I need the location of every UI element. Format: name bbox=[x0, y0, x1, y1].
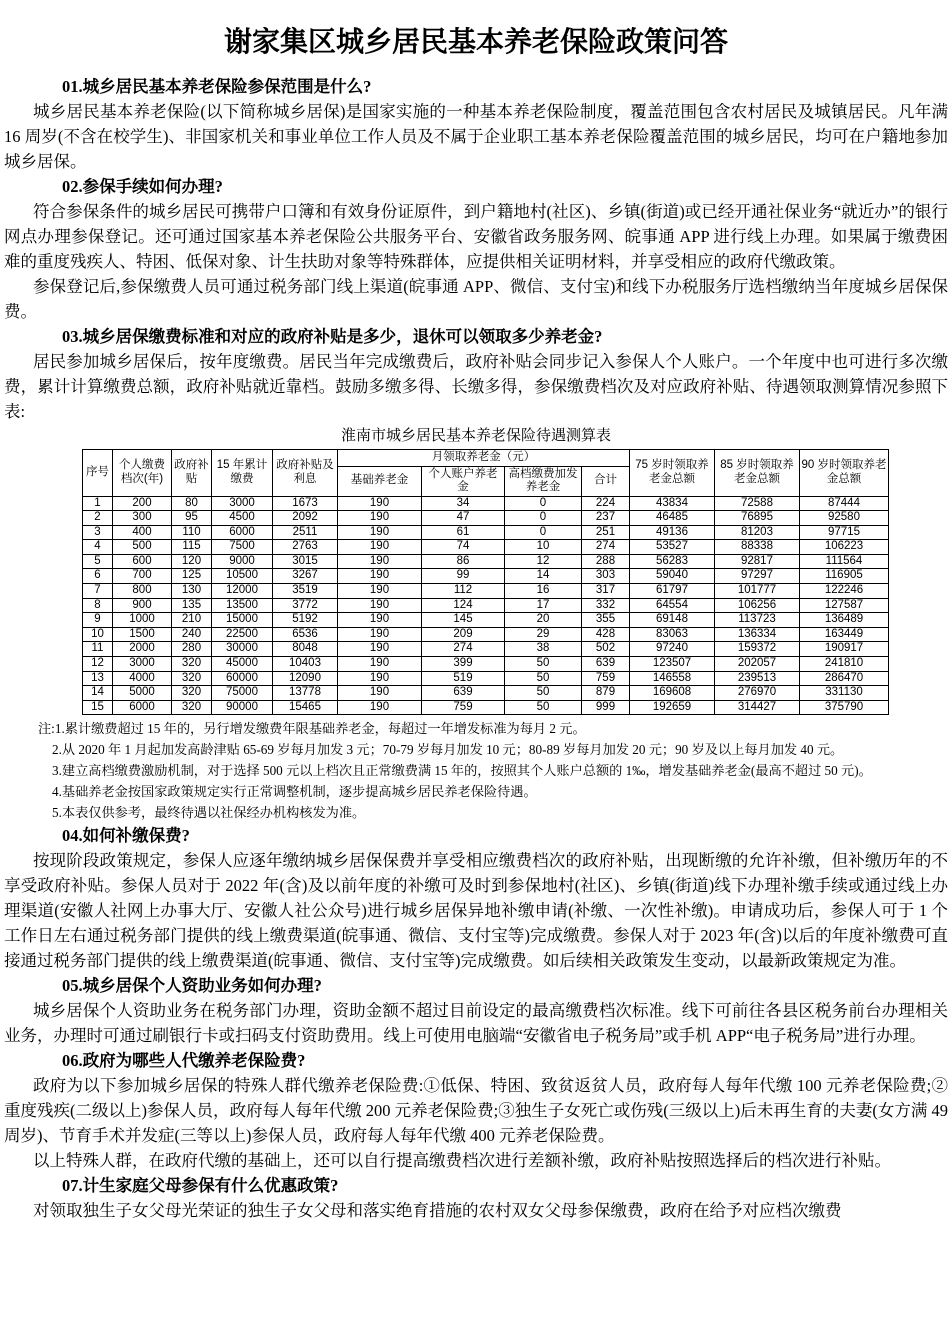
table-cell: 12090 bbox=[273, 671, 338, 686]
table-cell: 130 bbox=[172, 584, 212, 599]
table-row bbox=[83, 554, 889, 569]
header-cell-subsidy: 政府补贴 bbox=[172, 450, 212, 497]
table-cell: 239513 bbox=[715, 671, 800, 686]
table-cell: 13 bbox=[83, 671, 113, 686]
table-row bbox=[83, 540, 889, 555]
table-cell: 320 bbox=[172, 686, 212, 701]
table-cell: 399 bbox=[422, 657, 505, 672]
table-cell: 320 bbox=[172, 657, 212, 672]
table-row bbox=[83, 584, 889, 599]
table-cell: 11 bbox=[83, 642, 113, 657]
answer-paragraph: 参保登记后,参保缴费人员可通过税务部门线上渠道(皖事通 APP、微信、支付宝)和线下办税服务厅选档缴纳当年度城乡居保保费。 bbox=[4, 277, 948, 321]
table-cell: 99 bbox=[422, 569, 505, 584]
answer-paragraph: 城乡居保个人资助业务在税务部门办理，资助金额不超过目前设定的最高缴费档次标准。线下可前往各县区税务前台办理相关业务，办理时可通过刷银行卡或扫码支付资助费用。线上可使用电脑端“安徽省电子税务局”或手机 APP“电子税务局”进行办理。 bbox=[4, 1001, 948, 1046]
table-cell: 202057 bbox=[715, 657, 800, 672]
table-cell: 15 bbox=[83, 700, 113, 715]
header-cell-monthly-group: 月领取养老金（元） bbox=[338, 450, 630, 467]
table-cell: 2511 bbox=[273, 525, 338, 540]
question-heading-02: 02.参保手续如何办理? bbox=[62, 177, 223, 196]
table-cell: 115 bbox=[172, 540, 212, 555]
table-cell: 95 bbox=[172, 511, 212, 526]
table-cell: 16 bbox=[505, 584, 582, 599]
table-cell: 50 bbox=[505, 700, 582, 715]
table-cell: 6000 bbox=[113, 700, 172, 715]
table-cell: 190 bbox=[338, 642, 422, 657]
table-cell: 8048 bbox=[273, 642, 338, 657]
table-cell: 13500 bbox=[212, 598, 273, 613]
table-cell: 190 bbox=[338, 613, 422, 628]
table-cell: 14 bbox=[505, 569, 582, 584]
table-cell: 355 bbox=[582, 613, 630, 628]
table-cell: 43834 bbox=[630, 496, 715, 511]
table-cell: 17 bbox=[505, 598, 582, 613]
table-cell: 190 bbox=[338, 671, 422, 686]
table-note: 4.基础养老金按国家政策规定实行正常调整机制，逐步提高城乡居民养老保险待遇。 bbox=[52, 784, 537, 800]
table-cell: 3267 bbox=[273, 569, 338, 584]
table-cell: 2 bbox=[83, 511, 113, 526]
table-cell: 92817 bbox=[715, 554, 800, 569]
table-cell: 500 bbox=[113, 540, 172, 555]
table-cell: 3015 bbox=[273, 554, 338, 569]
table-cell: 1673 bbox=[273, 496, 338, 511]
table-note: 5.本表仅供参考，最终待遇以社保经办机构核发为准。 bbox=[52, 805, 366, 821]
question-heading-01: 01.城乡居民基本养老保险参保范围是什么? bbox=[62, 77, 372, 96]
header-cell-personal: 个人账户养老金 bbox=[422, 466, 505, 496]
table-cell: 4 bbox=[83, 540, 113, 555]
table-cell: 127587 bbox=[800, 598, 889, 613]
table-cell: 53527 bbox=[630, 540, 715, 555]
table-cell: 13778 bbox=[273, 686, 338, 701]
table-cell: 400 bbox=[113, 525, 172, 540]
table-cell: 286470 bbox=[800, 671, 889, 686]
table-cell: 8 bbox=[83, 598, 113, 613]
table-cell: 7500 bbox=[212, 540, 273, 555]
table-cell: 12000 bbox=[212, 584, 273, 599]
pension-benefits-table bbox=[82, 449, 889, 715]
table-cell: 190 bbox=[338, 584, 422, 599]
table-cell: 320 bbox=[172, 671, 212, 686]
table-cell: 60000 bbox=[212, 671, 273, 686]
table-cell: 61797 bbox=[630, 584, 715, 599]
question-heading-07: 07.计生家庭父母参保有什么优惠政策? bbox=[62, 1176, 339, 1196]
table-cell: 428 bbox=[582, 627, 630, 642]
table-cell: 0 bbox=[505, 496, 582, 511]
table-cell: 0 bbox=[505, 511, 582, 526]
table-cell: 59040 bbox=[630, 569, 715, 584]
table-cell: 1500 bbox=[113, 627, 172, 642]
table-note: 2.从 2020 年 1 月起加发高龄津贴 65-69 岁每月加发 3 元；70-79 岁每月加发 10 元；80-89 岁每月加发 20 元；90 岁及以上每月加发 40 元。 bbox=[52, 742, 844, 758]
table-cell: 169608 bbox=[630, 686, 715, 701]
table-cell: 190 bbox=[338, 598, 422, 613]
table-row bbox=[83, 700, 889, 715]
table-cell: 280 bbox=[172, 642, 212, 657]
table-cell: 101777 bbox=[715, 584, 800, 599]
table-cell: 120 bbox=[172, 554, 212, 569]
table-cell: 116905 bbox=[800, 569, 889, 584]
table-row bbox=[83, 671, 889, 686]
question-heading-06: 06.政府为哪些人代缴养老保险费? bbox=[62, 1051, 306, 1071]
answer-paragraph: 政府为以下参加城乡居保的特殊人群代缴养老保险费:①低保、特困、致贫返贫人员，政府每人每年代缴 100 元养老保险费;②重度残疾(二级以上)参保人员，政府每人每年代缴 200 元养老保险费;③独生子女死亡或伤残(三级以上)后未再生育的夫妻(女方满 49 周岁)、节育手术并发症(三等以上)参保人员，政府每人每年代缴 400 元养老保险费。 bbox=[4, 1076, 948, 1146]
table-cell: 4000 bbox=[113, 671, 172, 686]
question-heading-05: 05.城乡居保个人资助业务如何办理? bbox=[62, 976, 322, 996]
table-cell: 241810 bbox=[800, 657, 889, 672]
table-body bbox=[83, 496, 889, 715]
table-row bbox=[83, 525, 889, 540]
table-cell: 639 bbox=[582, 657, 630, 672]
table-cell: 209 bbox=[422, 627, 505, 642]
table-cell: 146558 bbox=[630, 671, 715, 686]
table-cell: 6000 bbox=[212, 525, 273, 540]
table-cell: 124 bbox=[422, 598, 505, 613]
table-note: 注:1.累计缴费超过 15 年的，另行增发缴费年限基础养老金，每超过一年增发标准为每月 2 元。 bbox=[38, 721, 586, 737]
table-cell: 12 bbox=[505, 554, 582, 569]
table-cell: 64554 bbox=[630, 598, 715, 613]
answer-paragraph: 城乡居民基本养老保险(以下简称城乡居保)是国家实施的一种基本养老保险制度，覆盖范围包含农村居民及城镇居民。凡年满 16 周岁(不含在校学生)、非国家机关和事业单位工作人员及不属于企业职工基本养老保险覆盖范围的城乡居民，均可在户籍地参加城乡居保。 bbox=[4, 102, 948, 171]
table-row bbox=[83, 511, 889, 526]
table-cell: 2763 bbox=[273, 540, 338, 555]
table-cell: 320 bbox=[172, 700, 212, 715]
table-cell: 274 bbox=[422, 642, 505, 657]
table-cell: 759 bbox=[422, 700, 505, 715]
table-cell: 12 bbox=[83, 657, 113, 672]
table-cell: 145 bbox=[422, 613, 505, 628]
question-heading-03: 03.城乡居保缴费标准和对应的政府补贴是多少，退休可以领取多少养老金? bbox=[62, 327, 603, 346]
table-cell: 83063 bbox=[630, 627, 715, 642]
table-cell: 190 bbox=[338, 569, 422, 584]
table-cell: 125 bbox=[172, 569, 212, 584]
table-cell: 76895 bbox=[715, 511, 800, 526]
table-cell: 4500 bbox=[212, 511, 273, 526]
table-cell: 2092 bbox=[273, 511, 338, 526]
table-cell: 190 bbox=[338, 627, 422, 642]
table-cell: 300 bbox=[113, 511, 172, 526]
table-cell: 123507 bbox=[630, 657, 715, 672]
table-cell: 3772 bbox=[273, 598, 338, 613]
table-cell: 159372 bbox=[715, 642, 800, 657]
table-cell: 97297 bbox=[715, 569, 800, 584]
table-cell: 15465 bbox=[273, 700, 338, 715]
table-cell: 288 bbox=[582, 554, 630, 569]
table-cell: 2000 bbox=[113, 642, 172, 657]
table-cell: 80 bbox=[172, 496, 212, 511]
table-cell: 14 bbox=[83, 686, 113, 701]
table-cell: 15000 bbox=[212, 613, 273, 628]
table-cell: 46485 bbox=[630, 511, 715, 526]
table-cell: 5192 bbox=[273, 613, 338, 628]
table-cell: 274 bbox=[582, 540, 630, 555]
answer-paragraph: 按现阶段政策规定，参保人应逐年缴纳城乡居保保费并享受相应缴费档次的政府补贴，出现断缴的允许补缴，但补缴历年的不享受政府补贴。参保人员对于 2022 年(含)及以前年度的补缴可及时到参保地村(社区)、乡镇(街道)线下办理补缴手续或通过线上办理渠道(安徽人社网上办事大厅、安徽人社公众号)进行城乡居保异地补缴申请(补缴、一次性补缴)。申请成功后，参保人可于 1 个工作日左右通过税务部门提供的线上缴费渠道(皖事通、微信、支付宝等)完成缴费。参保人对于 2023 年(含)以后的年度补缴费可直接通过税务部门提供的线上缴费渠道(皖事通、微信、支付宝等)完成缴费。如后续相关政策发生变动，以最新政策规定为准。 bbox=[4, 851, 948, 971]
question-heading-04: 04.如何补缴保费? bbox=[62, 826, 190, 846]
table-cell: 519 bbox=[422, 671, 505, 686]
table-cell: 113723 bbox=[715, 613, 800, 628]
table-cell: 317 bbox=[582, 584, 630, 599]
table-cell: 50 bbox=[505, 686, 582, 701]
header-cell-age75: 75 岁时领取养老金总额 bbox=[630, 450, 715, 497]
table-cell: 47 bbox=[422, 511, 505, 526]
table-cell: 10500 bbox=[212, 569, 273, 584]
table-cell: 276970 bbox=[715, 686, 800, 701]
table-cell: 999 bbox=[582, 700, 630, 715]
table-cell: 72588 bbox=[715, 496, 800, 511]
table-cell: 190 bbox=[338, 525, 422, 540]
table-cell: 87444 bbox=[800, 496, 889, 511]
table-cell: 879 bbox=[582, 686, 630, 701]
table-cell: 900 bbox=[113, 598, 172, 613]
table-cell: 3000 bbox=[113, 657, 172, 672]
answer-paragraph: 居民参加城乡居保后，按年度缴费。居民当年完成缴费后，政府补贴会同步记入参保人个人账户。一个年度中也可进行多次缴费，累计计算缴费总额，政府补贴就近靠档。鼓励多缴多得、长缴多得，参保缴费档次及对应政府补贴、待遇领取测算情况参照下表: bbox=[4, 352, 948, 421]
table-caption: 淮南市城乡居民基本养老保险待遇测算表 bbox=[340, 428, 611, 444]
table-cell: 112 bbox=[422, 584, 505, 599]
table-cell: 190 bbox=[338, 554, 422, 569]
table-notes bbox=[4, 715, 948, 823]
table-cell: 29 bbox=[505, 627, 582, 642]
answer-paragraph: 对领取独生子女父母光荣证的独生子女父母和落实绝育措施的农村双女父母参保缴费，政府在给予对应档次缴费 bbox=[33, 1201, 842, 1221]
table-row bbox=[83, 598, 889, 613]
table-cell: 502 bbox=[582, 642, 630, 657]
table-cell: 86 bbox=[422, 554, 505, 569]
table-cell: 38 bbox=[505, 642, 582, 657]
table-cell: 375790 bbox=[800, 700, 889, 715]
table-cell: 111564 bbox=[800, 554, 889, 569]
header-cell-age85: 85 岁时领取养老金总额 bbox=[715, 450, 800, 497]
table-cell: 1000 bbox=[113, 613, 172, 628]
table-cell: 97715 bbox=[800, 525, 889, 540]
table-note: 3.建立高档缴费激励机制，对于选择 500 元以上档次且正常缴费满 15 年的，按照其个人账户总额的 1‰，增发基础养老金(最高不超过 50 元)。 bbox=[52, 763, 872, 779]
table-cell: 240 bbox=[172, 627, 212, 642]
table-cell: 190 bbox=[338, 496, 422, 511]
table-cell: 332 bbox=[582, 598, 630, 613]
table-cell: 5 bbox=[83, 554, 113, 569]
table-cell: 135 bbox=[172, 598, 212, 613]
table-cell: 110 bbox=[172, 525, 212, 540]
table-cell: 759 bbox=[582, 671, 630, 686]
table-cell: 7 bbox=[83, 584, 113, 599]
table-cell: 30000 bbox=[212, 642, 273, 657]
table-cell: 61 bbox=[422, 525, 505, 540]
table-cell: 314427 bbox=[715, 700, 800, 715]
table-cell: 122246 bbox=[800, 584, 889, 599]
table-cell: 3000 bbox=[212, 496, 273, 511]
table-cell: 190 bbox=[338, 540, 422, 555]
table-cell: 3 bbox=[83, 525, 113, 540]
table-cell: 56283 bbox=[630, 554, 715, 569]
table-cell: 136489 bbox=[800, 613, 889, 628]
header-cell-age90: 90 岁时领取养老金总额 bbox=[800, 450, 889, 497]
table-row bbox=[83, 627, 889, 642]
table-cell: 10 bbox=[505, 540, 582, 555]
table-cell: 190 bbox=[338, 511, 422, 526]
table-cell: 22500 bbox=[212, 627, 273, 642]
table-row bbox=[83, 642, 889, 657]
table-cell: 50 bbox=[505, 671, 582, 686]
table-cell: 81203 bbox=[715, 525, 800, 540]
table-cell: 1 bbox=[83, 496, 113, 511]
answer-paragraph: 符合参保条件的城乡居民可携带户口簿和有效身份证原件，到户籍地村(社区)、乡镇(街道)或已经开通社保业务“就近办”的银行网点办理参保登记。还可通过国家基本养老保险公共服务平台、安徽省政务服务网、皖事通 APP 进行线上办理。如果属于缴费困难的重度残疾人、特困、低保对象、计生扶助对象等特殊群体，应提供相关证明材料，并享受相应的政府代缴政策。 bbox=[4, 202, 948, 271]
table-cell: 5000 bbox=[113, 686, 172, 701]
table-header bbox=[83, 450, 889, 497]
table-cell: 190 bbox=[338, 686, 422, 701]
table-cell: 639 bbox=[422, 686, 505, 701]
header-cell-total15: 15 年累计缴费 bbox=[212, 450, 273, 497]
table-cell: 6 bbox=[83, 569, 113, 584]
table-cell: 163449 bbox=[800, 627, 889, 642]
table-cell: 10403 bbox=[273, 657, 338, 672]
header-cell-high: 高档缴费加发养老金 bbox=[505, 466, 582, 496]
table-cell: 210 bbox=[172, 613, 212, 628]
table-cell: 88338 bbox=[715, 540, 800, 555]
page-title: 谢家集区城乡居民基本养老保险政策问答 bbox=[223, 27, 728, 58]
table-cell: 237 bbox=[582, 511, 630, 526]
header-cell-base: 基础养老金 bbox=[338, 466, 422, 496]
table-cell: 69148 bbox=[630, 613, 715, 628]
table-cell: 700 bbox=[113, 569, 172, 584]
table-cell: 190 bbox=[338, 700, 422, 715]
header-cell-sum: 合计 bbox=[582, 466, 630, 496]
table-cell: 3519 bbox=[273, 584, 338, 599]
table-cell: 224 bbox=[582, 496, 630, 511]
table-cell: 50 bbox=[505, 657, 582, 672]
table-row bbox=[83, 686, 889, 701]
table-cell: 106256 bbox=[715, 598, 800, 613]
header-cell-level: 个人缴费档次(年) bbox=[113, 450, 172, 497]
table-row bbox=[83, 657, 889, 672]
table-cell: 9 bbox=[83, 613, 113, 628]
header-cell-subsidy-interest: 政府补贴及利息 bbox=[273, 450, 338, 497]
table-cell: 190917 bbox=[800, 642, 889, 657]
table-row bbox=[83, 496, 889, 511]
table-cell: 34 bbox=[422, 496, 505, 511]
table-cell: 10 bbox=[83, 627, 113, 642]
table-cell: 251 bbox=[582, 525, 630, 540]
table-cell: 20 bbox=[505, 613, 582, 628]
table-cell: 49136 bbox=[630, 525, 715, 540]
table-cell: 6536 bbox=[273, 627, 338, 642]
table-cell: 192659 bbox=[630, 700, 715, 715]
table-cell: 600 bbox=[113, 554, 172, 569]
table-cell: 74 bbox=[422, 540, 505, 555]
table-cell: 200 bbox=[113, 496, 172, 511]
table-cell: 136334 bbox=[715, 627, 800, 642]
table-cell: 75000 bbox=[212, 686, 273, 701]
table-cell: 0 bbox=[505, 525, 582, 540]
table-cell: 303 bbox=[582, 569, 630, 584]
table-cell: 331130 bbox=[800, 686, 889, 701]
header-cell-seq: 序号 bbox=[83, 450, 113, 497]
table-cell: 106223 bbox=[800, 540, 889, 555]
table-cell: 800 bbox=[113, 584, 172, 599]
table-row bbox=[83, 569, 889, 584]
table-cell: 45000 bbox=[212, 657, 273, 672]
table-row bbox=[83, 613, 889, 628]
table-cell: 97240 bbox=[630, 642, 715, 657]
table-cell: 190 bbox=[338, 657, 422, 672]
table-cell: 92580 bbox=[800, 511, 889, 526]
answer-paragraph: 以上特殊人群，在政府代缴的基础上，还可以自行提高缴费档次进行差额补缴，政府补贴按照选择后的档次进行补贴。 bbox=[33, 1151, 891, 1171]
table-cell: 90000 bbox=[212, 700, 273, 715]
table-cell: 9000 bbox=[212, 554, 273, 569]
